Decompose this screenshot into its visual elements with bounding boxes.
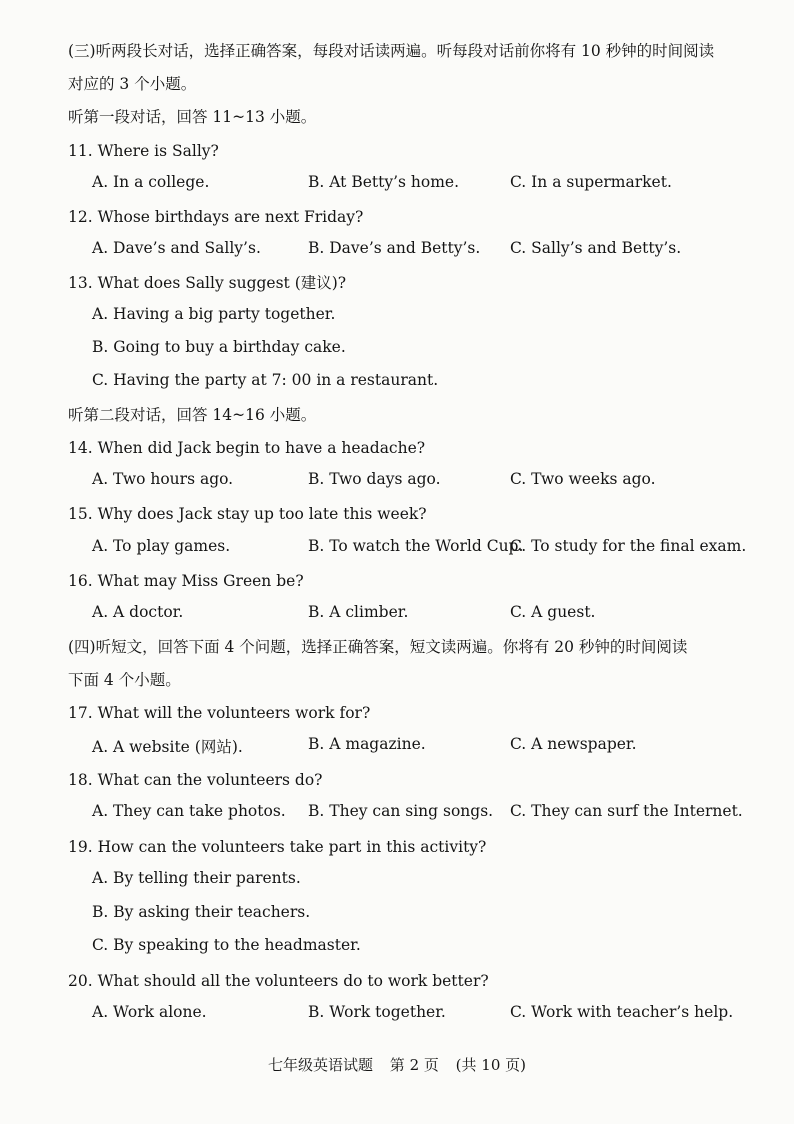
option-a[interactable]: A. They can take photos. — [92, 802, 286, 820]
question-12: 12. Whose birthdays are next Friday? — [68, 208, 364, 226]
question-12-options — [92, 239, 772, 261]
question-16-options — [92, 603, 772, 625]
option-c[interactable]: C. A newspaper. — [510, 735, 637, 753]
question-18-options — [92, 802, 772, 824]
option-b[interactable]: B. Going to buy a birthday cake. — [92, 338, 346, 356]
question-19: 19. How can the volunteers take part in this activity? — [68, 838, 487, 856]
option-c[interactable]: C. To study for the final exam. — [510, 537, 747, 555]
question-13: 13. What does Sally suggest (建议)? — [68, 274, 347, 292]
option-b[interactable]: B. A climber. — [308, 603, 409, 621]
question-11: 11. Where is Sally? — [68, 142, 219, 160]
footer-page-total: (共 10 页) — [455, 1056, 526, 1074]
option-a[interactable]: A. Work alone. — [92, 1003, 207, 1021]
question-14-options — [92, 470, 772, 492]
section4-instruction-line2: 下面 4 个小题。 — [68, 671, 181, 689]
question-14: 14. When did Jack begin to have a headache? — [68, 439, 426, 457]
option-b[interactable]: B. At Betty’s home. — [308, 173, 460, 191]
question-20-options — [92, 1003, 772, 1025]
option-b[interactable]: B. Work together. — [308, 1003, 446, 1021]
option-b[interactable]: B. Two days ago. — [308, 470, 441, 488]
option-c[interactable]: C. A guest. — [510, 603, 596, 621]
question-17-options — [92, 735, 772, 757]
section3-instruction-line2: 对应的 3 个小题。 — [68, 75, 197, 93]
option-a[interactable]: A. A website (网站). — [92, 738, 243, 756]
option-b[interactable]: B. They can sing songs. — [308, 802, 494, 820]
question-15: 15. Why does Jack stay up too late this week? — [68, 505, 427, 523]
question-20: 20. What should all the volunteers do to work better? — [68, 972, 489, 990]
option-c[interactable]: C. By speaking to the headmaster. — [92, 936, 361, 954]
option-a[interactable]: A. Having a big party together. — [92, 305, 336, 323]
option-a[interactable]: A. To play games. — [92, 537, 231, 555]
option-a[interactable]: A. By telling their parents. — [92, 869, 301, 887]
option-c[interactable]: C. Work with teacher’s help. — [510, 1003, 734, 1021]
option-b[interactable]: B. To watch the World Cup. — [308, 537, 524, 555]
question-16: 16. What may Miss Green be? — [68, 572, 304, 590]
dialogue1-instruction: 听第一段对话，回答 11~13 小题。 — [68, 108, 317, 126]
option-a[interactable]: A. In a college. — [92, 173, 210, 191]
option-b[interactable]: B. By asking their teachers. — [92, 903, 311, 921]
section4-instruction-line1: (四)听短文，回答下面 4 个问题，选择正确答案，短文读两遍。你将有 20 秒钟的时间阅读 — [68, 638, 688, 656]
question-15-options — [92, 537, 772, 559]
option-b[interactable]: B. A magazine. — [308, 735, 426, 753]
page-footer — [0, 1054, 794, 1075]
footer-page-number: 第 2 页 — [389, 1056, 439, 1074]
question-11-options — [92, 173, 772, 195]
question-18: 18. What can the volunteers do? — [68, 771, 323, 789]
option-c[interactable]: C. Two weeks ago. — [510, 470, 656, 488]
option-c[interactable]: C. Sally’s and Betty’s. — [510, 239, 682, 257]
option-c[interactable]: C. Having the party at 7: 00 in a restaurant. — [92, 371, 439, 389]
option-c[interactable]: C. They can surf the Internet. — [510, 802, 743, 820]
option-c[interactable]: C. In a supermarket. — [510, 173, 672, 191]
footer-subject: 七年级英语试题 — [268, 1056, 374, 1074]
option-a[interactable]: A. Two hours ago. — [92, 470, 234, 488]
section3-instruction-line1: (三)听两段长对话，选择正确答案，每段对话读两遍。听每段对话前你将有 10 秒钟的时间阅读 — [68, 42, 715, 60]
option-a[interactable]: A. A doctor. — [92, 603, 184, 621]
dialogue2-instruction: 听第二段对话，回答 14~16 小题。 — [68, 406, 317, 424]
option-a[interactable]: A. Dave’s and Sally’s. — [92, 239, 261, 257]
question-17: 17. What will the volunteers work for? — [68, 704, 371, 722]
option-b[interactable]: B. Dave’s and Betty’s. — [308, 239, 481, 257]
